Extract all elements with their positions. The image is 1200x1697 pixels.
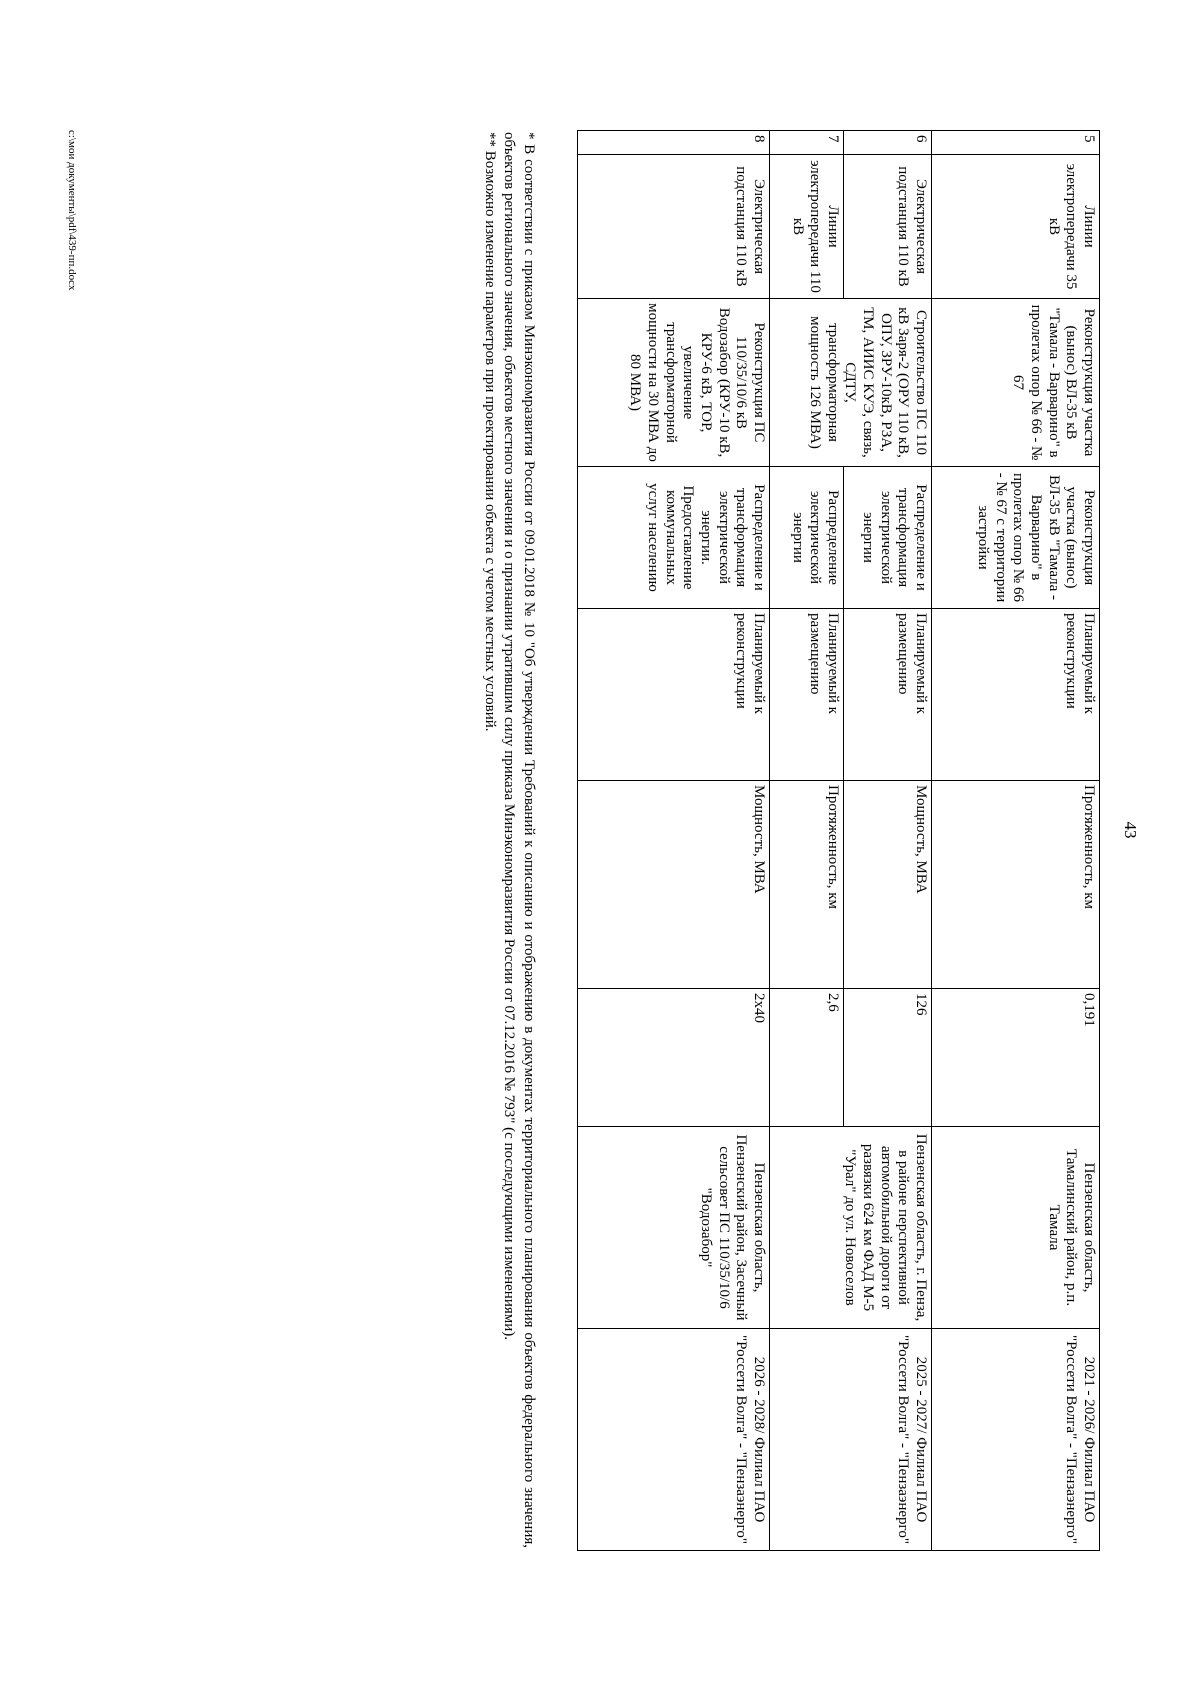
parameter-name: Мощность, МВА	[578, 781, 770, 989]
table-row	[578, 131, 770, 1551]
footnotes	[480, 132, 539, 1548]
object-name: Реконструкция участка (вынос) ВЛ-35 кВ "Тамала - Варварино" в пролетах опор № 66 - № 67	[932, 299, 1100, 467]
object-purpose: Распределение и трансформация электрической энергии	[844, 467, 932, 609]
object-location: Пензенская область, г. Пенза, в районе перспективной автомобильной дороги от развязки 624 км ФАД М-5 "Урал" до ул. Новоселов	[770, 1127, 932, 1329]
footnote-1: * В соответствии с приказом Минэкономразвития России от 09.01.2018 № 10 "Об утверждении Требований к описанию и отображению в документах территориального планирования объектов федерального значения, объектов регионального значения, объектов местного значения и о признании утратившим силу приказа Минэкономразвития России от 07.12.2016 № 793" (с последующими изменениями).	[501, 132, 537, 1548]
row-number: 7	[770, 131, 844, 155]
object-type: Линии электропередачи 110 кВ	[770, 155, 844, 299]
object-location: Пензенская область, Тамалинский район, р.п. Тамала	[932, 1127, 1100, 1329]
object-type: Электрическая подстанция 110 кВ	[844, 155, 932, 299]
period-and-owner: 2021 - 2026/ Филиал ПАО "Россети Волга" - "Пензаэнерго"	[932, 1329, 1100, 1551]
parameter-value: 2,6	[770, 989, 844, 1127]
file-path: c:\мои документы\pdf\439-пп.docx	[66, 130, 78, 291]
page-number: 43	[1121, 821, 1140, 839]
object-type: Линии электропередачи 35 кВ	[932, 155, 1100, 299]
object-name: Строительство ПС 110 кВ Заря-2 (ОРУ 110 кВ, ОПУ, ЗРУ-10кВ, РЗА, ТМ, АИИС КУЭ, связь, СДТУ, трансформаторная мощность 126 МВА)	[770, 299, 932, 467]
object-type: Электрическая подстанция 110 кВ	[578, 155, 770, 299]
table-row	[844, 131, 932, 1551]
objects-table	[577, 130, 1100, 1551]
rotated-page-content	[50, 50, 1150, 1610]
period-and-owner: 2026 - 2028/ Филиал ПАО "Россети Волга" - "Пензаэнерго"	[578, 1329, 770, 1551]
parameter-name: Протяженность, км	[932, 781, 1100, 989]
object-purpose: Распределение электрической энергии	[770, 467, 844, 609]
row-number: 8	[578, 131, 770, 155]
row-number: 6	[844, 131, 932, 155]
parameter-value: 126	[844, 989, 932, 1127]
object-purpose: Реконструкция участка (вынос) ВЛ-35 кВ "Тамала - Варварино" в пролетах опор № 66 - № 67 с территории застройки	[932, 467, 1100, 609]
parameter-value: 0,191	[932, 989, 1100, 1127]
footnote-2: ** Возможно изменение параметров при проектировании объекта с учетом местных условий.	[482, 132, 498, 732]
object-purpose: Распределение и трансформация электрической энергии. Предоставление коммунальных услуг населению	[578, 467, 770, 609]
object-status: Планируемый к реконструкции	[932, 609, 1100, 781]
object-status: Планируемый к размещению	[770, 609, 844, 781]
parameter-name: Протяженность, км	[770, 781, 844, 989]
table-row	[932, 131, 1100, 1551]
object-status: Планируемый к размещению	[844, 609, 932, 781]
row-number: 5	[932, 131, 1100, 155]
parameter-name: Мощность, МВА	[844, 781, 932, 989]
period-and-owner: 2025 - 2027/ Филиал ПАО "Россети Волга" - "Пензаэнерго"	[770, 1329, 932, 1551]
object-name: Реконструкция ПС 110/35/10/6 кВ Водозабор (КРУ-10 кВ, КРУ-6 кВ, ТОР, увеличение трансформаторной мощности на 30 МВА до 80 МВА)	[578, 299, 770, 467]
parameter-value: 2х40	[578, 989, 770, 1127]
object-location: Пензенская область, Пензенский район, Засечный сельсовет ПС 110/35/10/6 "Водозабор"	[578, 1127, 770, 1329]
object-status: Планируемый к реконструкции	[578, 609, 770, 781]
